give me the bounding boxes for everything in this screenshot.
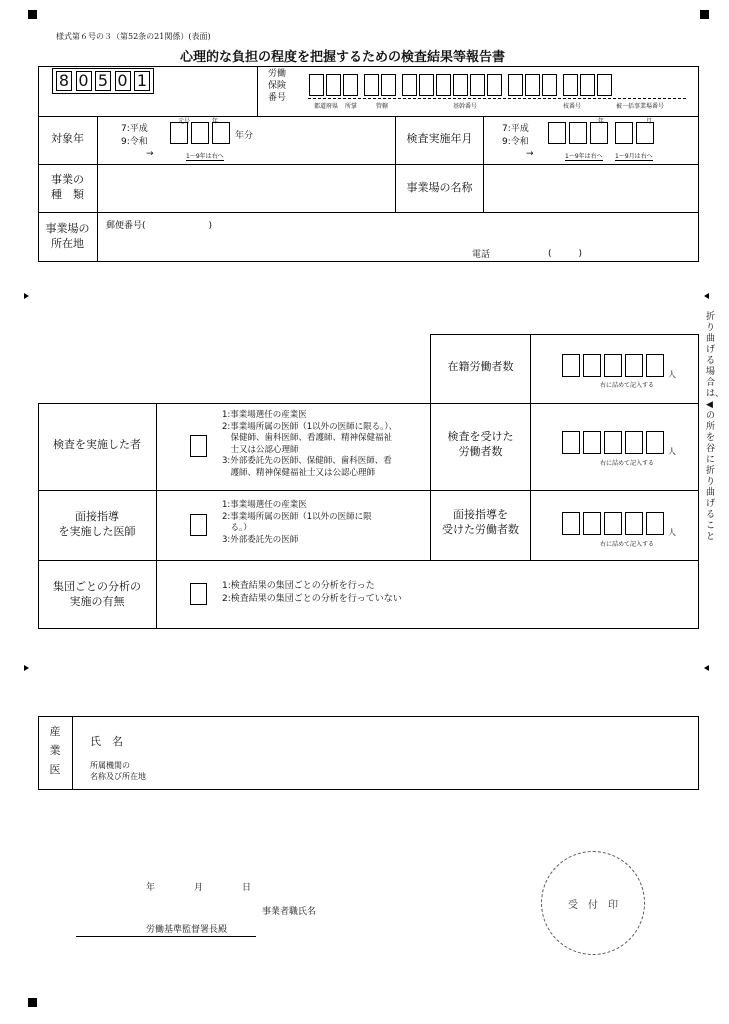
- business-type-label: 事業の 種 類: [51, 173, 84, 201]
- labor-insurance-label: 労働 保険 番号: [267, 69, 286, 103]
- interview-doctor-options: 1:事業場選任の産業医 2:事業場所属の医師（1以外の医師に限 る。） 3:外部委託先の医師: [222, 500, 372, 545]
- insurance-digit-box[interactable]: [309, 74, 324, 96]
- phone-field[interactable]: ( ): [548, 249, 583, 259]
- target-year-era-box[interactable]: [170, 122, 188, 144]
- count-digit-box[interactable]: [625, 512, 643, 535]
- group-analysis-options: 1:検査結果の集団ごとの分析を行った 2:検査結果の集団ごとの分析を行っていない: [222, 581, 402, 604]
- count-digit-box[interactable]: [604, 512, 622, 535]
- employer-name-field[interactable]: [336, 898, 506, 916]
- workplace-address-label: 事業場の 所在地: [45, 222, 90, 250]
- fold-marker: [24, 665, 29, 671]
- caption-base-number: 基幹番号: [453, 103, 478, 110]
- count-digit-box[interactable]: [625, 354, 643, 377]
- insurance-digit-box[interactable]: [419, 74, 434, 96]
- insurance-digit-box[interactable]: [402, 74, 417, 96]
- count-digit-box[interactable]: [604, 354, 622, 377]
- insurance-digit-box[interactable]: [436, 74, 451, 96]
- target-year-digit-box[interactable]: [212, 122, 230, 144]
- examined-workers-label: 検査を受けた 労働者数: [447, 430, 514, 458]
- workplace-name-label: 事業場の名称: [406, 181, 473, 194]
- fold-marker: [704, 293, 709, 299]
- insurance-digit-box[interactable]: [470, 74, 485, 96]
- phone-label: 電話: [472, 250, 491, 260]
- employer-name-label: 事業者職氏名: [262, 907, 317, 917]
- industrial-physician-label: 産 業 医: [49, 725, 61, 776]
- group-analysis-label: 集団ごとの分析の 実施の有無: [53, 580, 141, 608]
- physician-affiliation-field[interactable]: [165, 758, 690, 786]
- registration-mark: [28, 10, 37, 19]
- caption-jurisdiction: 所掌: [345, 103, 358, 110]
- interview-doctor-code-box[interactable]: [190, 514, 207, 536]
- fold-instruction: 折り曲げる場合は、◀の所を谷に折り曲げること: [706, 312, 725, 542]
- target-year-era-options: 7:平成 9:令和: [121, 124, 148, 147]
- insurance-digit-box[interactable]: [597, 74, 612, 96]
- date-month-label: 月: [194, 883, 204, 893]
- target-year-digit-box[interactable]: [191, 122, 209, 144]
- count-digit-box[interactable]: [625, 431, 643, 454]
- physician-name-field[interactable]: [150, 726, 690, 750]
- insurance-digit-box[interactable]: [453, 74, 468, 96]
- form-title: 心理的な負担の程度を把握するための検査結果等報告書: [180, 46, 505, 67]
- group-analysis-code-box[interactable]: [190, 583, 207, 605]
- target-year-label: 対象年: [51, 132, 84, 145]
- examiner-code-box[interactable]: [190, 435, 207, 457]
- caption-district: 管轄: [376, 103, 389, 110]
- form-id: 様式第６号の３（第52条の21関係）(表面): [56, 32, 211, 41]
- postal-code-field[interactable]: 郵便番号( ): [106, 221, 213, 231]
- examiner-label: 検査を実施した者: [53, 438, 141, 451]
- registration-mark: [700, 10, 709, 19]
- exam-month-box[interactable]: [615, 122, 633, 144]
- insurance-digit-box[interactable]: [542, 74, 557, 96]
- insurance-digit-box[interactable]: [563, 74, 578, 96]
- count-digit-box[interactable]: [562, 431, 580, 454]
- caption-prefecture: 都道府県: [314, 103, 339, 110]
- exam-year-box[interactable]: [569, 122, 587, 144]
- code-digit: 8: [56, 71, 72, 91]
- count-digit-box[interactable]: [583, 431, 601, 454]
- reception-stamp-label: 受 付 印: [568, 900, 618, 911]
- caption-bulk-number: 被一括事業場番号: [616, 103, 665, 110]
- count-digit-box[interactable]: [583, 512, 601, 535]
- code-digit: 1: [134, 71, 150, 91]
- date-day-label: 日: [242, 883, 252, 893]
- exam-era-box[interactable]: [548, 122, 566, 144]
- interview-doctor-label: 面接指導 を実施した医師: [58, 510, 136, 538]
- code-digit: 5: [95, 71, 111, 91]
- insurance-digit-box[interactable]: [381, 74, 396, 96]
- physician-affiliation-label: 所属機関の 名称及び所在地: [90, 761, 146, 781]
- code-digit: 0: [76, 71, 92, 91]
- exam-month-box[interactable]: [636, 122, 654, 144]
- physician-name-label: 氏 名: [90, 735, 123, 748]
- addressee: 労働基準監督署長殿: [146, 925, 228, 935]
- insurance-digit-box[interactable]: [508, 74, 523, 96]
- code-digit: 0: [115, 71, 131, 91]
- count-digit-box[interactable]: [646, 354, 664, 377]
- examiner-options: 1:事業場選任の産業医 2:事業場所属の医師（1以外の医師に限る。）、 保健師、歯科医師、看護師、精神保健福祉 士又は公認心理師 3:外部委託先の医師、保健師、歯科医師、看 護師、精神保健福祉士又は公認心理師: [222, 410, 398, 478]
- interviewed-workers-label: 面接指導を 受けた労働者数: [442, 508, 519, 536]
- caption-branch-number: 枝番号: [563, 103, 582, 110]
- workplace-name-field[interactable]: [485, 166, 697, 211]
- insurance-digit-box[interactable]: [525, 74, 540, 96]
- fold-marker: [24, 293, 29, 299]
- insurance-digit-box[interactable]: [487, 74, 502, 96]
- exam-date-label: 検査実施年月: [406, 132, 473, 145]
- count-digit-box[interactable]: [604, 431, 622, 454]
- count-digit-box[interactable]: [646, 512, 664, 535]
- enrolled-workers-label: 在籍労働者数: [447, 360, 514, 373]
- date-year-label: 年: [146, 883, 156, 893]
- address-field[interactable]: [99, 232, 697, 260]
- count-digit-box[interactable]: [562, 354, 580, 377]
- count-digit-box[interactable]: [583, 354, 601, 377]
- count-digit-box[interactable]: [562, 512, 580, 535]
- count-digit-box[interactable]: [646, 431, 664, 454]
- registration-mark: [28, 998, 37, 1007]
- exam-year-box[interactable]: [590, 122, 608, 144]
- fold-marker: [704, 665, 709, 671]
- addressee-underline: [76, 936, 256, 937]
- insurance-digit-box[interactable]: [343, 74, 358, 96]
- insurance-digit-box[interactable]: [326, 74, 341, 96]
- insurance-digit-box[interactable]: [364, 74, 379, 96]
- business-type-field[interactable]: [99, 166, 394, 211]
- exam-date-era-options: 7:平成 9:令和: [502, 124, 529, 147]
- insurance-digit-box[interactable]: [580, 74, 595, 96]
